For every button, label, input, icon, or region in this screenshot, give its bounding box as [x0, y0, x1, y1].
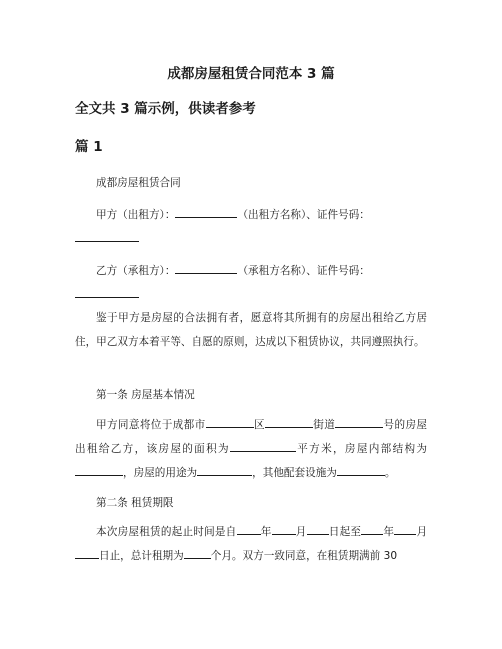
total-months-blank: [184, 546, 211, 559]
section-heading: 篇 1: [75, 139, 103, 155]
article2-paragraph: 本次房屋租赁的起止时间是自 年 月 日起至 年 月日止，总计租期为 个月。双方一致同意，在租赁期满前 30: [75, 520, 427, 568]
party-a-id-blank: [75, 229, 139, 242]
document-subtitle: 全文共 3 篇示例，供读者参考: [75, 101, 256, 117]
start-year-blank: [237, 522, 261, 535]
party-a-line: 甲方（出租方）： （出租方名称）、证件号码：: [75, 203, 427, 251]
article2-heading: 第二条 租赁期限: [96, 497, 174, 509]
facilities-blank: [337, 463, 385, 476]
district-blank: [206, 415, 254, 428]
start-day-blank: [307, 522, 329, 535]
structure-blank: [75, 463, 123, 476]
street-blank: [265, 415, 313, 428]
party-b-name-blank: [175, 261, 237, 274]
end-year-blank: [361, 522, 383, 535]
number-blank: [335, 415, 383, 428]
end-month-blank: [394, 522, 416, 535]
document-title: 成都房屋租赁合同范本 3 篇: [167, 66, 335, 82]
party-b-id-blank: [75, 285, 139, 298]
party-a-name-blank: [175, 205, 237, 218]
usage-blank: [197, 463, 252, 476]
article1-paragraph: 甲方同意将位于成都市 区 街道 号的房屋出租给乙方，该房屋的面积为 平方米，房屋内部结构为，房屋的用途为 ，其他配套设施为 。: [75, 413, 427, 485]
party-b-line: 乙方（承租方）： （承租方名称）、证件号码：: [75, 259, 427, 307]
start-month-blank: [272, 522, 296, 535]
contract-name: 成都房屋租赁合同: [96, 177, 181, 189]
area-blank: [230, 439, 296, 452]
end-day-blank: [75, 546, 99, 559]
article1-heading: 第一条 房屋基本情况: [96, 389, 195, 401]
preamble-paragraph: 鉴于甲方是房屋的合法拥有者，愿意将其所拥有的房屋出租给乙方居住，甲乙双方本着平等、自愿的原则，达成以下租赁协议，共同遵照执行。: [75, 312, 427, 348]
